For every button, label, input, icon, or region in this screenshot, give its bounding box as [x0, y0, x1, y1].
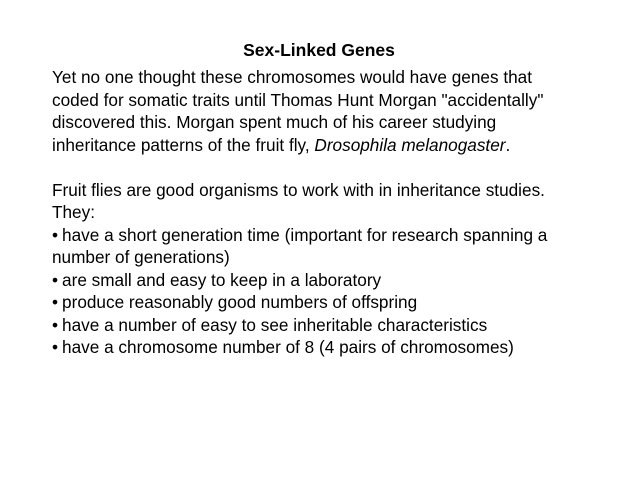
- paragraph-1-line-4-text: inheritance patterns of the fruit fly,: [52, 134, 315, 155]
- species-name: Drosophila melanogaster: [314, 134, 506, 155]
- bullet-item-4-text: have a number of easy to see inheritable characteristics: [62, 314, 488, 335]
- bullet-icon: •: [52, 224, 59, 245]
- bullet-item-2: [52, 269, 638, 292]
- paragraph-1-line-4: [52, 134, 638, 157]
- slide-body: [52, 66, 638, 359]
- bullet-icon: •: [52, 292, 59, 312]
- bullet-icon: •: [52, 337, 59, 357]
- paragraph-2-line-2: They:: [52, 202, 95, 222]
- paragraph-1-line-2: coded for somatic traits until Thomas Hunt Morgan "accidentally": [52, 89, 544, 110]
- paragraph-1-line-4-end: .: [505, 134, 511, 155]
- slide-title: Sex-Linked Genes: [243, 40, 395, 60]
- bullet-item-3: [52, 291, 638, 314]
- paragraph-gap: [52, 156, 638, 179]
- bullet-icon: •: [52, 269, 59, 290]
- bullet-item-1-text: have a short generation time (important for research spanning a: [62, 224, 548, 245]
- bullet-icon: •: [52, 314, 59, 335]
- paragraph-1-line-3: discovered this. Morgan spent much of his career studying: [52, 112, 497, 132]
- paragraph-2-line-1: Fruit flies are good organisms to work with in inheritance studies.: [52, 179, 545, 200]
- bullet-item-5-text: have a chromosome number of 8 (4 pairs of chromosomes): [62, 337, 514, 357]
- paragraph-1-line-1: Yet no one thought these chromosomes would have genes that: [52, 67, 532, 87]
- bullet-item-4: [52, 314, 638, 337]
- bullet-item-5: [52, 336, 638, 359]
- bullet-item-2-text: are small and easy to keep in a laboratory: [62, 269, 382, 290]
- bullet-item-1-continued: number of generations): [52, 247, 230, 267]
- bullet-item-3-text: produce reasonably good numbers of offspring: [62, 292, 418, 312]
- bullet-item-1: [52, 224, 638, 247]
